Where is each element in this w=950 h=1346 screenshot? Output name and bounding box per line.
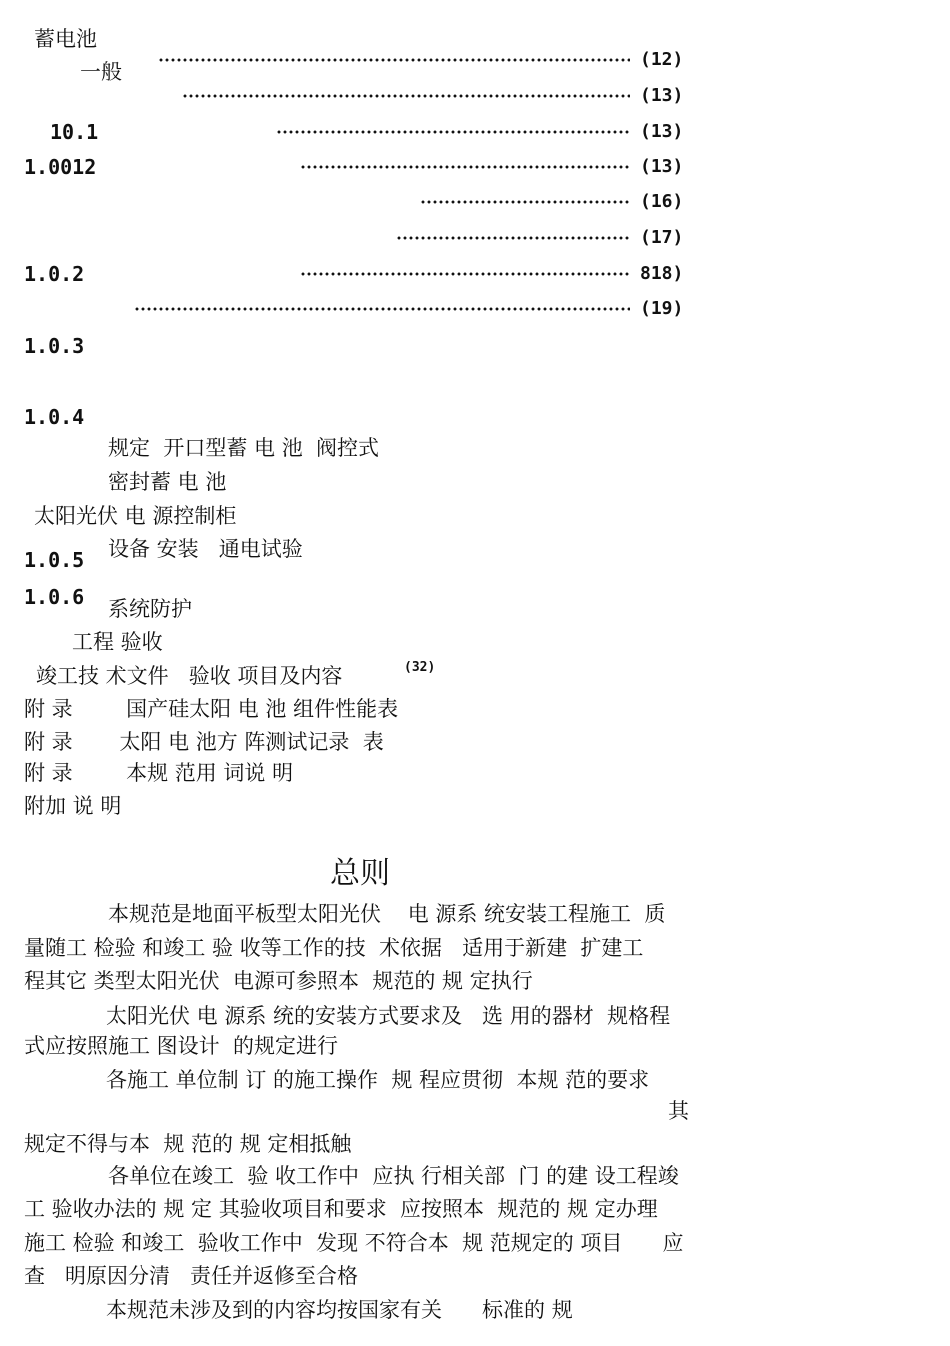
toc-line-accept: 工程 验收	[72, 630, 163, 654]
toc-appendix-1: 附 录 国产硅太阳 电 池 组件性能表	[24, 697, 399, 721]
toc-appendix-3: 附 录 本规 范用 词说 明	[24, 761, 294, 785]
leader-dots	[396, 236, 630, 240]
toc-number-106: 1.0.6	[24, 585, 85, 609]
toc-page: (13)	[640, 85, 684, 106]
toc-general: 一般	[80, 60, 122, 84]
toc-row-1[interactable]	[0, 48, 950, 72]
body-line-7: 其	[668, 1099, 689, 1123]
leader-dots	[300, 272, 630, 276]
toc-row-6[interactable]	[0, 226, 950, 250]
toc-page: (13)	[640, 156, 684, 177]
leader-dots	[134, 307, 630, 311]
toc-line-install: 设备 安装 通电试验	[108, 537, 303, 561]
toc-number-105: 1.0.5	[24, 548, 85, 572]
toc-row-3[interactable]	[0, 120, 950, 144]
toc-number-103: 1.0.3	[24, 334, 85, 358]
chapter-title: 总则	[330, 856, 390, 891]
toc-line-sealed: 密封蓄 电 池	[108, 470, 227, 494]
toc-battery: 蓄电池	[34, 27, 97, 51]
toc-page: (19)	[640, 298, 684, 319]
body-line-10: 工 验收办法的 规 定 其验收项目和要求 应按照本 规范的 规 定办理	[24, 1197, 658, 1221]
body-line-3: 程其它 类型太阳光伏 电源可参照本 规范的 规 定执行	[24, 969, 533, 993]
leader-dots	[158, 58, 630, 62]
toc-number: 10.1	[50, 120, 99, 144]
body-line-11: 施工 检验 和竣工 验收工作中 发现 不符合本 规 范规定的 项目 应	[24, 1231, 684, 1255]
toc-number-104: 1.0.4	[24, 405, 85, 429]
body-line-6: 各施工 单位制 订 的施工操作 规 程应贯彻 本规 范的要求	[106, 1068, 650, 1092]
toc-row-2[interactable]	[0, 84, 950, 108]
body-line-8: 规定不得与本 规 范的 规 定相抵触	[24, 1132, 352, 1156]
toc-row-8[interactable]	[0, 297, 950, 321]
toc-appendix-4: 附加 说 明	[24, 794, 122, 818]
body-line-13: 本规范未涉及到的内容均按国家有关 标准的 规	[106, 1298, 573, 1322]
leader-dots	[276, 130, 630, 134]
body-line-1: 本规范是地面平板型太阳光伏 电 源系 统安装工程施工 质	[108, 902, 666, 926]
toc-page: (17)	[640, 227, 684, 248]
toc-page: (12)	[640, 49, 684, 70]
toc-row-4[interactable]	[0, 155, 950, 179]
toc-number: 1.0.2	[24, 262, 85, 286]
toc-docs-page: (32)	[404, 660, 436, 675]
toc-line-cabinet: 太阳光伏 电 源控制柜	[34, 504, 237, 528]
toc-row-5[interactable]	[0, 190, 950, 214]
toc-number: 1.0012	[24, 155, 97, 179]
leader-dots	[182, 94, 630, 98]
toc-line-protect: 系统防护	[108, 597, 192, 621]
leader-dots	[300, 165, 630, 169]
toc-line-docs: 竣工技 术文件 验收 项目及内容	[36, 664, 343, 688]
toc-row-7[interactable]	[0, 262, 950, 286]
body-line-2: 量随工 检验 和竣工 验 收等工作的技 术依据 适用于新建 扩建工	[24, 936, 644, 960]
toc-page: 818)	[640, 263, 684, 284]
toc-page: (13)	[640, 121, 684, 142]
body-line-4: 太阳光伏 电 源系 统的安装方式要求及 选 用的器材 规格程	[106, 1004, 671, 1028]
body-line-9: 各单位在竣工 验 收工作中 应执 行相关部 门 的建 设工程竣	[108, 1164, 679, 1188]
leader-dots	[420, 200, 630, 204]
toc-page: (16)	[640, 191, 684, 212]
body-line-12: 查 明原因分清 责任并返修至合格	[24, 1264, 359, 1288]
body-line-5: 式应按照施工 图设计 的规定进行	[24, 1034, 339, 1058]
toc-line-regulation: 规定 开口型蓄 电 池 阀控式	[108, 436, 380, 460]
toc-appendix-2: 附 录 太阳 电 池方 阵测试记录 表	[24, 730, 384, 754]
